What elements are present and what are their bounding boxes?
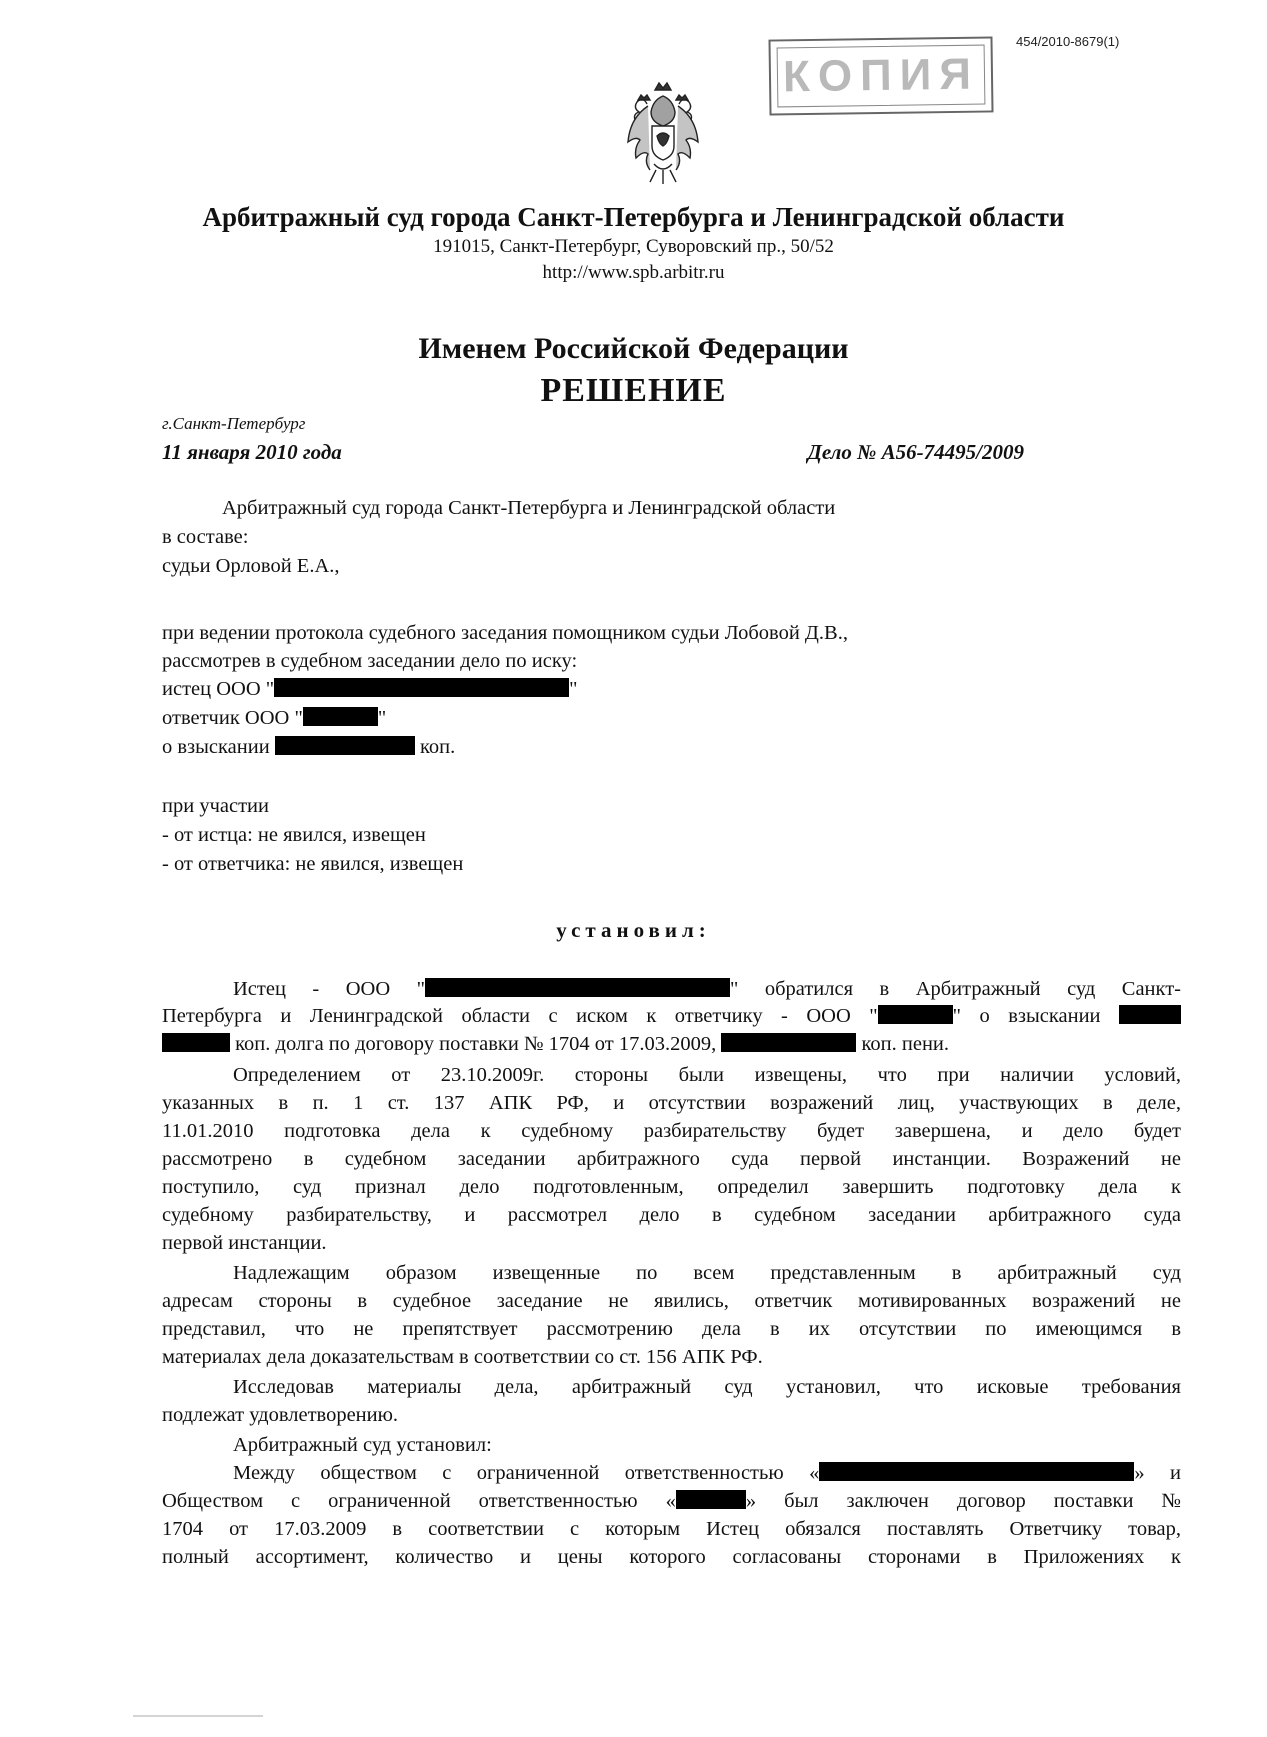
paragraph-3-line-4: материалах дела доказательствам в соответствии со ст. 156 АПК РФ. bbox=[162, 1346, 763, 1368]
paragraph-5-line-1: Арбитражный суд установил: bbox=[233, 1434, 492, 1456]
intro-considering: рассмотрев в судебном заседании дело по иску: bbox=[162, 650, 578, 672]
redaction-bar bbox=[1119, 1005, 1181, 1024]
intro-court: Арбитражный суд города Санкт-Петербурга и Ленинградской области bbox=[222, 497, 836, 519]
paragraph-1-line-1 bbox=[233, 978, 1181, 1001]
paragraph-2-line-7: первой инстанции. bbox=[162, 1232, 327, 1254]
court-address: 191015, Санкт-Петербург, Суворовский пр., 50/52 bbox=[433, 236, 834, 257]
text-span: " о взыскании bbox=[952, 1005, 1101, 1027]
intro-recovery bbox=[162, 736, 455, 759]
established-heading: установил: bbox=[556, 918, 711, 942]
paragraph-2-line-4: рассмотрено в судебном заседании арбитражного суда первой инстанции. Возражений не bbox=[162, 1148, 1181, 1170]
intro-plaintiff bbox=[162, 678, 578, 701]
redaction-bar bbox=[676, 1490, 746, 1509]
paragraph-2-line-2: указанных в п. 1 ст. 137 АПК РФ, и отсутствии возражений лиц, участвующих в деле, bbox=[162, 1092, 1181, 1114]
copy-stamp-text: КОПИЯ bbox=[782, 49, 980, 102]
plaintiff-prefix: истец ООО " bbox=[162, 678, 275, 700]
paragraph-2-line-6: судебному разбирательству, и рассмотрел дело в судебном заседании арбитражного суда bbox=[162, 1204, 1181, 1226]
city: г.Санкт-Петербург bbox=[162, 414, 306, 433]
paragraph-1-line-2 bbox=[162, 1005, 1181, 1028]
court-website: http://www.spb.arbitr.ru bbox=[542, 262, 725, 283]
text-span: коп. долга по договору поставки № 1704 от 17.03.2009, bbox=[235, 1033, 717, 1055]
quote-close: " bbox=[569, 678, 578, 700]
paragraph-6-line-3: 1704 от 17.03.2009 в соответствии с которым Истец обязался поставлять Ответчику товар, bbox=[162, 1518, 1181, 1540]
kop-label: коп. bbox=[419, 736, 456, 758]
intro-judge: судьи Орловой Е.А., bbox=[162, 555, 340, 577]
redaction-bar bbox=[721, 1033, 856, 1052]
paragraph-1-line-3 bbox=[162, 1033, 949, 1056]
text-span: коп. пени. bbox=[861, 1033, 950, 1055]
redaction-bar bbox=[878, 1005, 953, 1024]
paragraph-2-line-3: 11.01.2010 подготовка дела к судебному разбирательству будет завершена, и дело будет bbox=[162, 1120, 1181, 1142]
court-name: Арбитражный суд города Санкт-Петербурга и Ленинградской области bbox=[202, 202, 1065, 232]
case-number: Дело № А56-74495/2009 bbox=[807, 440, 1024, 464]
redaction-bar bbox=[819, 1462, 1134, 1481]
copy-stamp bbox=[768, 36, 993, 115]
intro-defendant bbox=[162, 707, 386, 730]
intro-participation: при участии bbox=[162, 795, 269, 817]
paragraph-2-line-5: поступило, суд признал дело подготовленным, определил завершить подготовку дела к bbox=[162, 1176, 1181, 1198]
intro-from-defendant: - от ответчика: не явился, извещен bbox=[162, 853, 464, 875]
intro-composition: в составе: bbox=[162, 526, 249, 548]
text-span: Истец - ООО " bbox=[233, 978, 425, 1000]
redaction-bar bbox=[303, 707, 378, 726]
paragraph-2-line-1: Определением от 23.10.2009г. стороны были извещены, что при наличии условий, bbox=[233, 1064, 1181, 1086]
in-the-name-of-heading: Именем Российской Федерации bbox=[418, 332, 849, 365]
paragraph-6-line-2 bbox=[162, 1490, 1181, 1513]
copy-stamp-frame bbox=[777, 45, 986, 108]
decision-title: РЕШЕНИЕ bbox=[540, 372, 727, 409]
intro-from-plaintiff: - от истца: не явился, извещен bbox=[162, 824, 426, 846]
document-number: 454/2010-8679(1) bbox=[1016, 34, 1120, 49]
paragraph-3-line-3: представил, что не препятствует рассмотрению дела в их отсутствии по имеющимся в bbox=[162, 1318, 1181, 1340]
text-span: Между обществом с ограниченной ответственностью « bbox=[233, 1462, 820, 1484]
text-span: » был заключен договор поставки № bbox=[745, 1490, 1181, 1512]
text-span: » и bbox=[1134, 1462, 1181, 1484]
intro-protocol: при ведении протокола судебного заседания помощником судьи Лобовой Д.В., bbox=[162, 622, 848, 644]
redaction-bar bbox=[162, 1033, 230, 1052]
paragraph-3-line-1: Надлежащим образом извещенные по всем представленным в арбитражный суд bbox=[233, 1262, 1181, 1284]
text-span: " обратился в Арбитражный суд Санкт- bbox=[730, 978, 1181, 1000]
paragraph-3-line-2: адресам стороны в судебное заседание не явились, ответчик мотивированных возражений не bbox=[162, 1290, 1181, 1312]
scan-artifact-line bbox=[133, 1715, 263, 1717]
paragraph-4-line-1: Исследовав материалы дела, арбитражный суд установил, что исковые требования bbox=[233, 1376, 1181, 1398]
redaction-bar bbox=[275, 736, 415, 755]
text-span: Обществом с ограниченной ответственностью « bbox=[162, 1490, 676, 1512]
redaction-bar bbox=[274, 678, 569, 697]
text-span: Петербурга и Ленинградской области с иском к ответчику - ООО " bbox=[162, 1005, 878, 1027]
paragraph-4-line-2: подлежат удовлетворению. bbox=[162, 1404, 399, 1426]
quote-close: " bbox=[377, 707, 387, 729]
redaction-bar bbox=[425, 978, 730, 997]
coat-of-arms-emblem-icon bbox=[622, 78, 704, 186]
recovery-prefix: о взыскании bbox=[162, 736, 270, 758]
decision-date: 11 января 2010 года bbox=[162, 440, 342, 464]
paragraph-6-line-4: полный ассортимент, количество и цены которого согласованы сторонами в Приложениях к bbox=[162, 1546, 1181, 1568]
paragraph-6-line-1 bbox=[233, 1462, 1181, 1485]
defendant-prefix: ответчик ООО " bbox=[162, 707, 303, 729]
